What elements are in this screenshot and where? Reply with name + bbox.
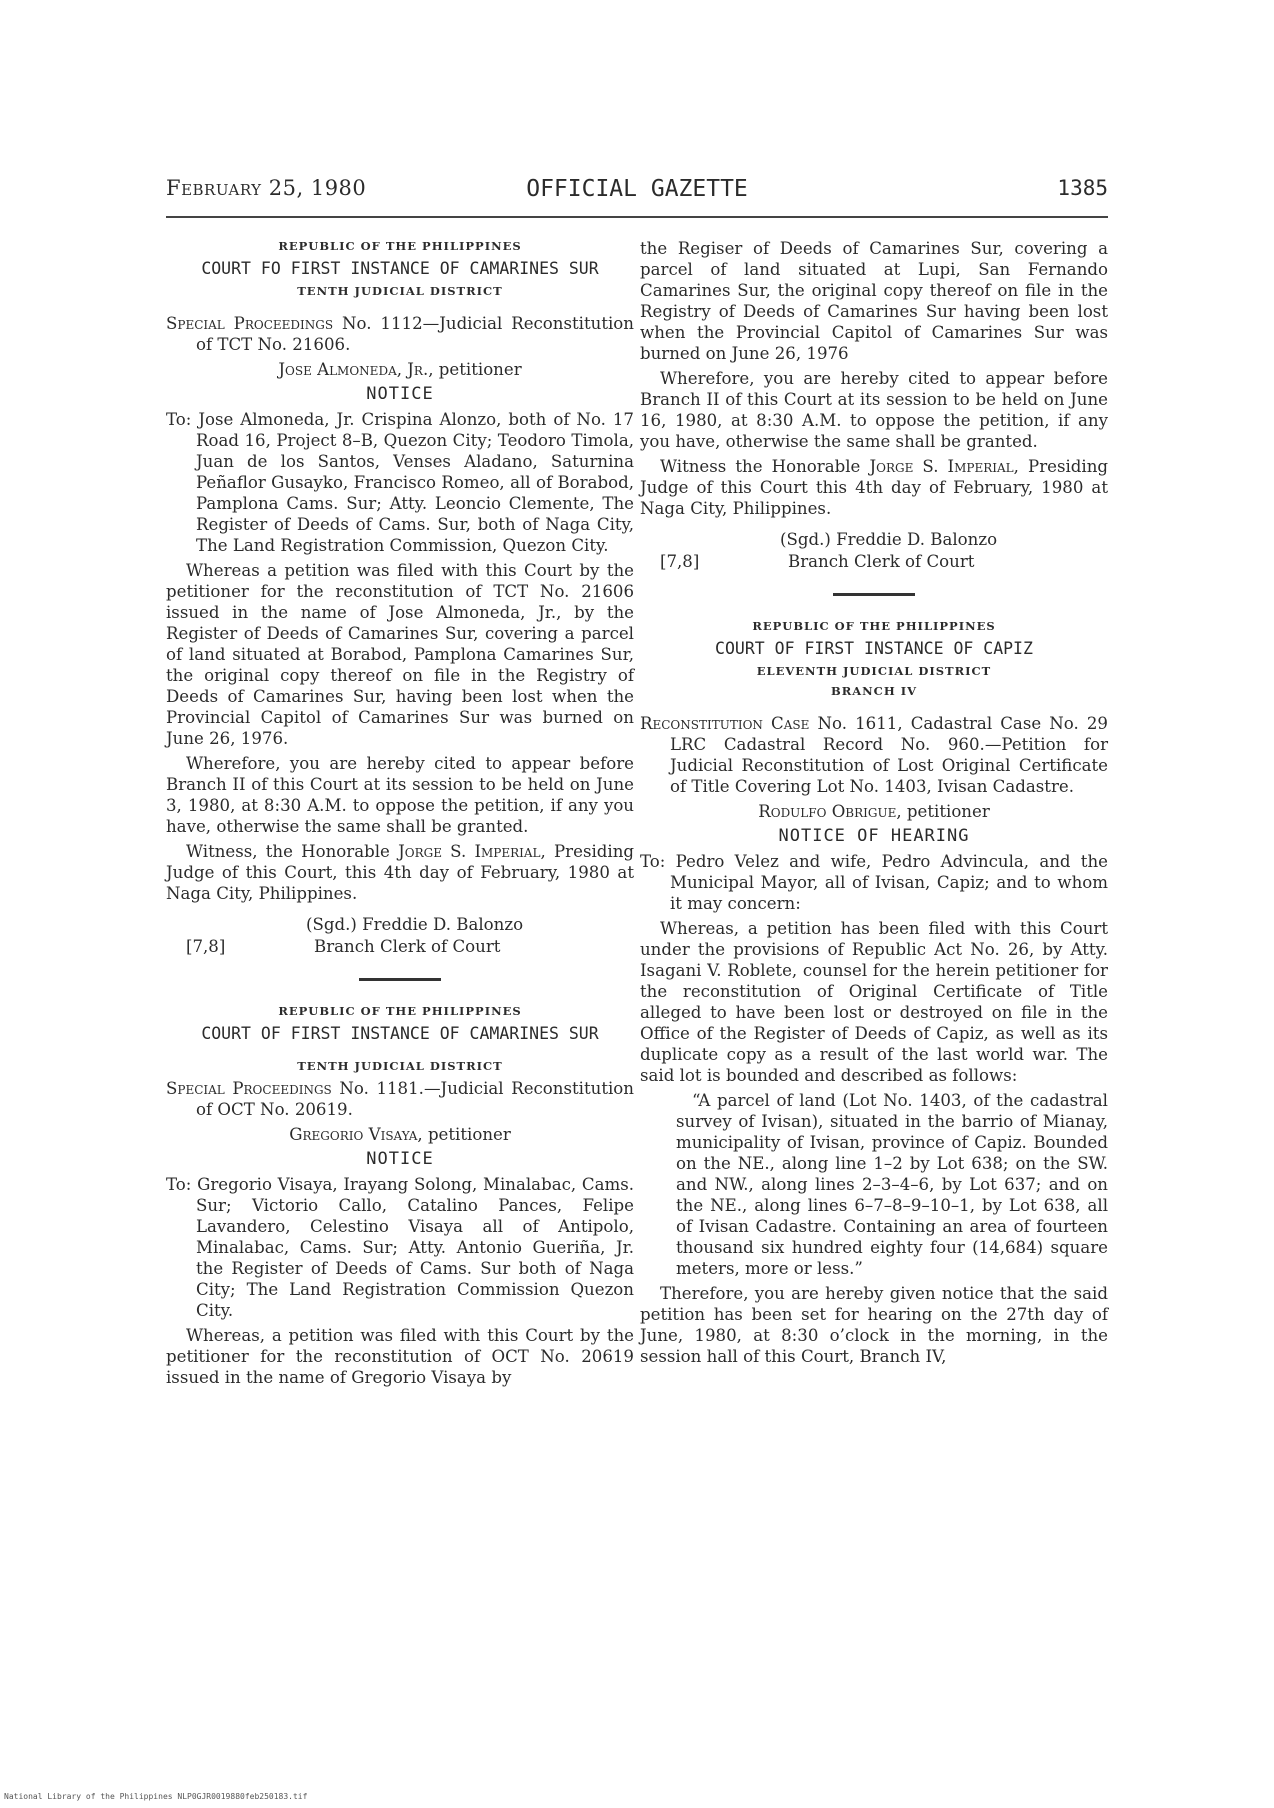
continued-paragraph: the Regiser of Deeds of Camarines Sur, covering a parcel of land situated at Lupi, San Fernando Camarines Sur, the original copy thereof on file in the Registry of Deeds of Camarines Sur having been lost when the Provincial Capitol of Camarines Sur was burned on June 26, 1976 bbox=[640, 239, 1108, 363]
whereas-paragraph: Whereas, a petition was filed with this Court by the petitioner for the reconstitution of OCT No. 20619 issued in the name of Gregorio Visaya by bbox=[166, 1326, 634, 1387]
court-name: COURT FO FIRST INSTANCE OF CAMARINES SUR bbox=[201, 259, 599, 278]
petitioner-line: Rodulfo Obrigue, petitioner bbox=[758, 802, 990, 821]
signature-title: Branch Clerk of Court bbox=[314, 937, 501, 956]
republic-line: REPUBLIC OF THE PHILIPPINES bbox=[752, 619, 996, 633]
signature-block bbox=[640, 529, 1108, 575]
petitioner-line: Gregorio Visaya, petitioner bbox=[289, 1125, 511, 1144]
right-column bbox=[640, 238, 1108, 1371]
signature-name: (Sgd.) Freddie D. Balonzo bbox=[780, 530, 998, 549]
addressees: To: Jose Almoneda, Jr. Crispina Alonzo, both of No. 17 Road 16, Project 8–B, Quezon City; Teodoro Timola, Juan de los Santos, Venses Aladano, Saturnina Peñaflor Gusayko, Francisco Romeo, all of Borabod, Pamplona Cams. Sur; Atty. Leoncio Clemente, The Register of Deeds of Cams. Sur, both of Naga City, The Land Registration Commission, Quezon City. bbox=[166, 410, 634, 555]
therefore-paragraph: Therefore, you are hereby given notice that the said petition has been set for hearing on the 27th day of June, 1980, at 8:30 o’clock in the morning, in the session hall of this Court, Branch IV, bbox=[640, 1284, 1108, 1366]
whereas-paragraph: Whereas a petition was filed with this Court by the petitioner for the reconstitution of TCT No. 21606 issued in the name of Jose Almoneda, Jr., by the Register of Deeds of Camarines Sur, covering a parcel of land situated at Borabod, Pamplona Camarines Sur, the original copy thereof on file in the Registry of Deeds of Camarines Sur, having been lost when the Provincial Capitol of Camarines Sur was burned on June 26, 1976. bbox=[166, 561, 634, 748]
page-header bbox=[166, 176, 1108, 210]
notice-heading: NOTICE bbox=[366, 1149, 434, 1169]
header-rule bbox=[166, 216, 1108, 218]
republic-line: REPUBLIC OF THE PHILIPPINES bbox=[278, 239, 522, 253]
court-name: COURT OF FIRST INSTANCE OF CAMARINES SUR bbox=[201, 1024, 599, 1043]
left-column bbox=[166, 238, 634, 1392]
section-divider bbox=[833, 593, 915, 596]
addressees: To: Gregorio Visaya, Irayang Solong, Minalabac, Cams. Sur; Victorio Callo, Catalino Pances, Felipe Lavandero, Celestino Visaya all of Antipolo, Minalabac, Cams. Sur; Atty. Antonio Gueriña, Jr. the Register of Deeds of Cams. Sur both of Naga City; The Land Registration Commission Quezon City. bbox=[166, 1175, 634, 1320]
notice-heading: NOTICE OF HEARING bbox=[778, 826, 970, 846]
signature-block bbox=[166, 914, 634, 960]
addressees: To: Pedro Velez and wife, Pedro Advincula, and the Municipal Mayor, all of Ivisan, Capiz; and to whom it may concern: bbox=[640, 852, 1108, 913]
header-date: February 25, 1980 bbox=[166, 176, 367, 200]
district-line: TENTH JUDICIAL DISTRICT bbox=[297, 1059, 503, 1073]
wherefore-paragraph: Wherefore, you are hereby cited to appear before Branch II of this Court at its session to be held on June 16, 1980, at 8:30 A.M. to oppose the petition, if any you have, otherwise the same shall be granted. bbox=[640, 369, 1108, 451]
district-line: TENTH JUDICIAL DISTRICT bbox=[297, 284, 503, 298]
witness-paragraph: Witness, the Honorable Jorge S. Imperial, Presiding Judge of this Court, this 4th day of February, 1980 at Naga City, Philippines. bbox=[166, 842, 634, 903]
case-line: Special Proceedings No. 1112—Judicial Reconstitution of TCT No. 21606. bbox=[166, 314, 634, 354]
page-number: 1385 bbox=[1057, 176, 1108, 200]
notice-heading: NOTICE bbox=[366, 384, 434, 404]
notice-2-continued bbox=[640, 238, 1108, 575]
case-line: Reconstitution Case No. 1611, Cadastral Case No. 29 LRC Cadastral Record No. 960.—Petition for Judicial Reconstitution of Lost Original Certificate of Title Covering Lot No. 1403, Ivisan Cadastre. bbox=[640, 714, 1108, 796]
petitioner-line: Jose Almoneda, Jr., petitioner bbox=[278, 360, 522, 379]
header-title: OFFICIAL GAZETTE bbox=[526, 176, 748, 202]
signature-name: (Sgd.) Freddie D. Balonzo bbox=[306, 915, 524, 934]
wherefore-paragraph: Wherefore, you are hereby cited to appear before Branch II of this Court at its session to be held on June 3, 1980, at 8:30 A.M. to oppose the petition, if any you have, otherwise the same shall be granted. bbox=[166, 754, 634, 836]
scan-footer: National Library of the Philippines NLP0GJR0019880feb250183.tif bbox=[4, 1792, 308, 1801]
witness-paragraph: Witness the Honorable Jorge S. Imperial, Presiding Judge of this Court this 4th day of February, 1980 at Naga City, Philippines. bbox=[640, 457, 1109, 518]
republic-line: REPUBLIC OF THE PHILIPPINES bbox=[278, 1004, 522, 1018]
issue-numbers: [7,8] bbox=[186, 937, 226, 956]
court-name: COURT OF FIRST INSTANCE OF CAPIZ bbox=[715, 639, 1033, 658]
notice-1 bbox=[166, 238, 634, 960]
section-divider bbox=[359, 978, 441, 981]
whereas-paragraph: Whereas, a petition has been filed with this Court under the provisions of Republic Act No. 26, by Atty. Isagani V. Roblete, counsel for the herein petitioner for the reconstitution of Original Certificate of Title alleged to have been lost or destroyed on file in the Office of the Register of Deeds of Capiz, as well as its duplicate copy as a result of the last world war. The said lot is bounded and described as follows: bbox=[640, 919, 1108, 1085]
case-line: Special Proceedings No. 1181.—Judicial Reconstitution of OCT No. 20619. bbox=[166, 1079, 634, 1119]
district-line: ELEVENTH JUDICIAL DISTRICT bbox=[756, 664, 992, 678]
issue-numbers: [7,8] bbox=[660, 552, 700, 571]
notice-3 bbox=[640, 618, 1108, 1367]
lot-description-quote: “A parcel of land (Lot No. 1403, of the cadastral survey of Ivisan), situated in the barrio of Mianay, municipality of Ivisan, province of Capiz. Bounded on the NE., along line 1–2 by Lot 638; on the SW. and NW., along lines 2–3–4–6, by Lot 637; and on the NE., along lines 6–7–8–9–10–1, by Lot 638, all of Ivisan Cadastre. Containing an area of fourteen thousand six hundred eighty four (14,684) square meters, more or less.” bbox=[676, 1091, 1108, 1278]
notice-2 bbox=[166, 1003, 634, 1388]
signature-title: Branch Clerk of Court bbox=[788, 552, 975, 571]
branch-line: BRANCH IV bbox=[830, 684, 918, 698]
